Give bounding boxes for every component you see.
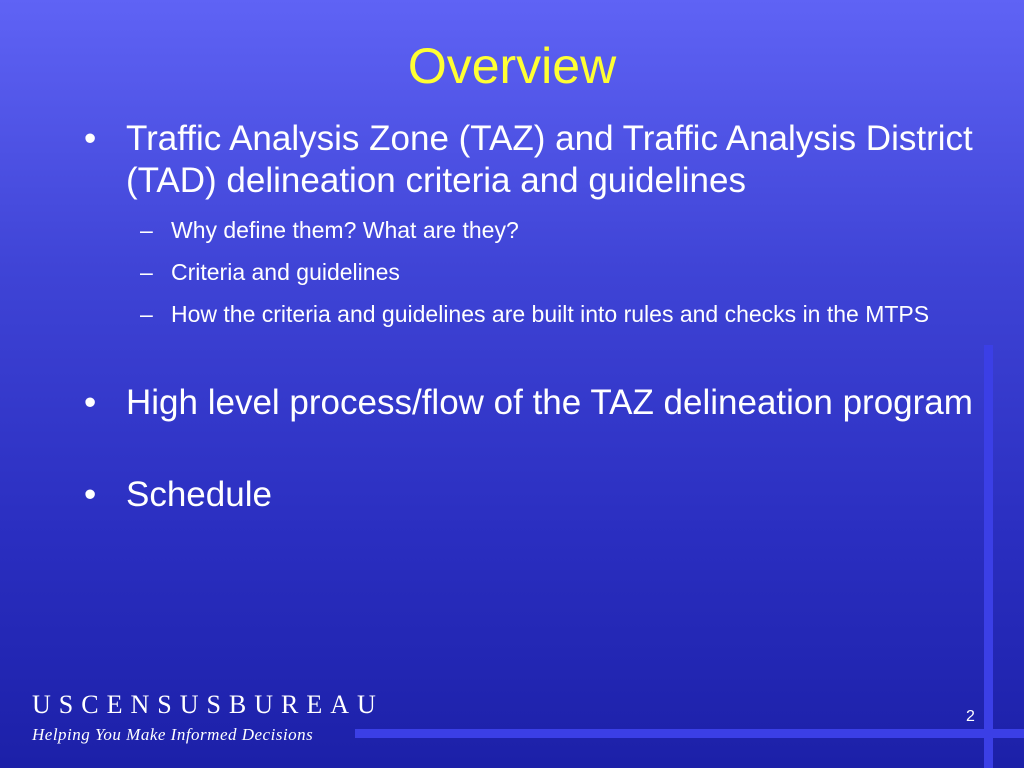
bullet-item-2 <box>84 382 984 424</box>
bullet-item-3 <box>84 474 984 516</box>
sub-text: How the criteria and guidelines are built into rules and checks in the MTPS <box>171 301 930 327</box>
vertical-accent-bar <box>984 345 993 768</box>
logo-wordmark: USCENSUSBUREAU <box>32 690 384 719</box>
bullet-marker: • <box>84 475 97 514</box>
logo-tagline: Helping You Make Informed Decisions <box>32 725 314 744</box>
sub-item-2 <box>84 254 984 290</box>
bullet-marker: • <box>84 383 97 422</box>
bullet-marker: • <box>84 119 97 158</box>
slide-title: Overview <box>407 38 617 94</box>
page-number: 2 <box>966 708 975 725</box>
bullet-text: Traffic Analysis Zone (TAZ) and Traffic Analysis District (TAD) delineation criteria and guidelines <box>126 119 973 200</box>
sub-text: Criteria and guidelines <box>171 259 400 285</box>
dash-marker: – <box>140 259 153 285</box>
sub-item-3 <box>84 296 984 332</box>
sub-list <box>84 212 984 332</box>
sub-text: Why define them? What are they? <box>171 217 519 243</box>
horizontal-accent-bar <box>355 729 1024 738</box>
dash-marker: – <box>140 301 153 327</box>
census-bureau-logo <box>32 690 384 746</box>
bullet-item-1 <box>84 118 984 202</box>
sub-item-1 <box>84 212 984 248</box>
bullet-text: High level process/flow of the TAZ delineation program <box>126 383 973 422</box>
bullet-text: Schedule <box>126 475 272 514</box>
dash-marker: – <box>140 217 153 243</box>
slide-content <box>84 118 984 516</box>
